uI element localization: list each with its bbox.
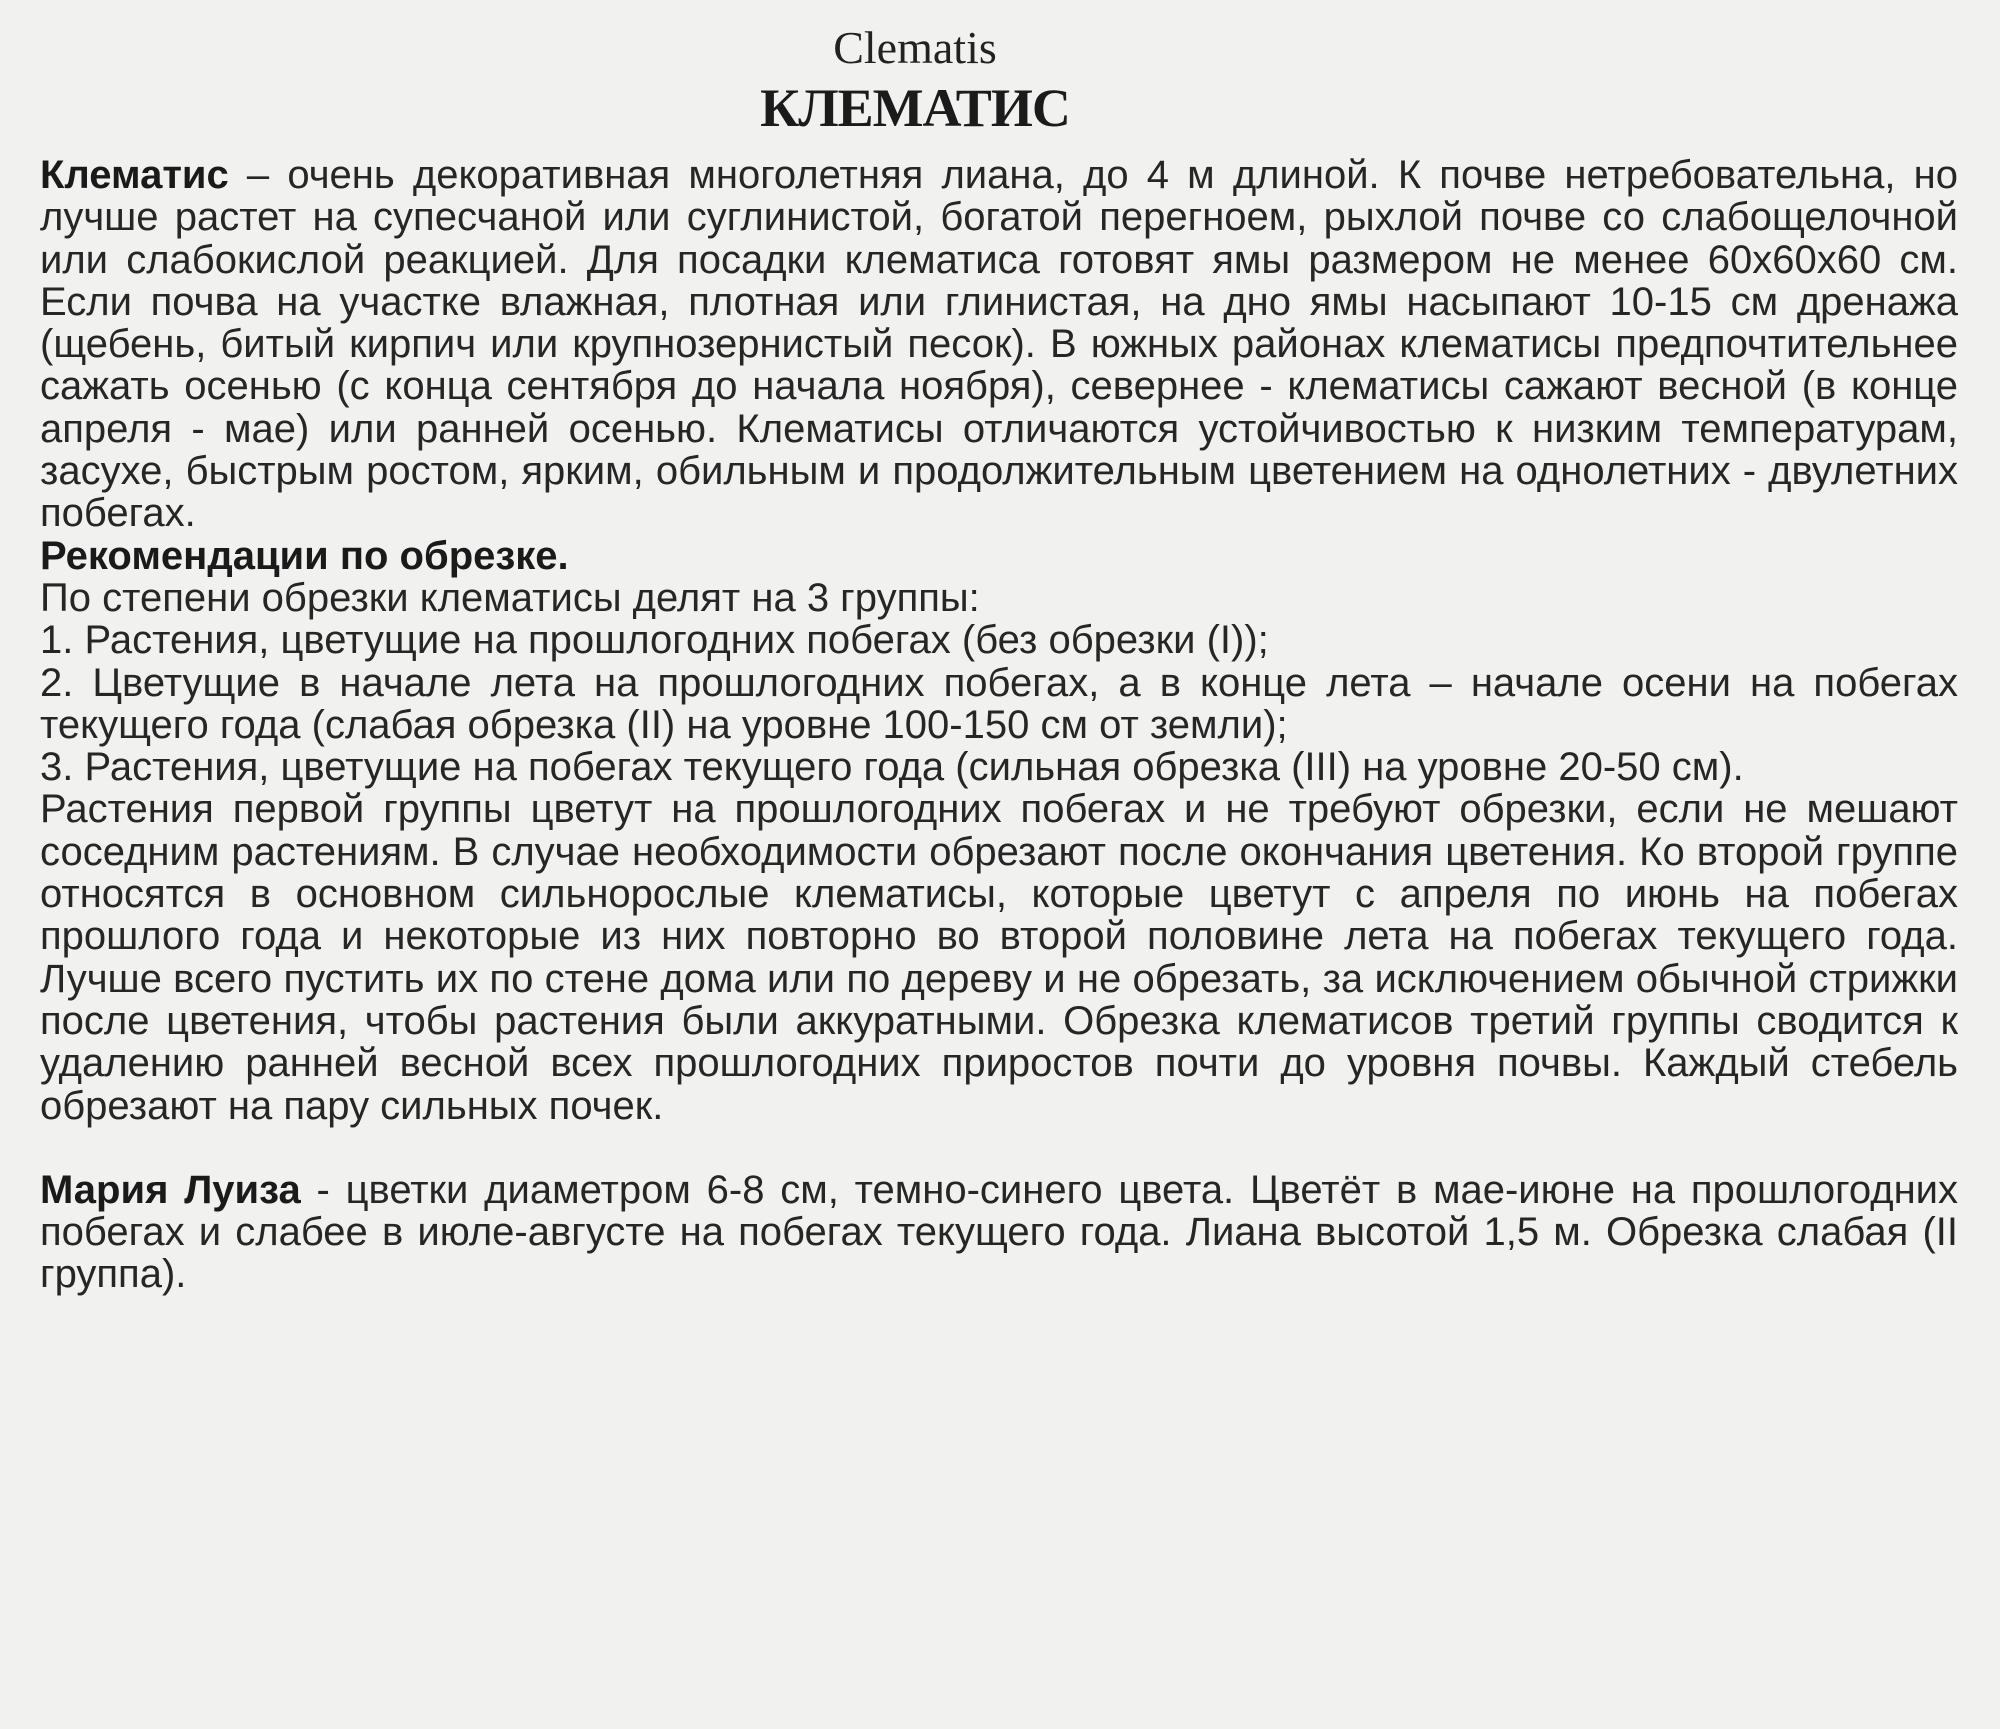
intro-paragraph: [40, 154, 1958, 535]
pruning-group-1: 1. Растения, цветущие на прошлогодних побегах (без обрезки (I));: [40, 618, 1269, 663]
pruning-details: Растения первой группы цветут на прошлогодних побегах и не требуют обрезки, если не мешают соседним растениям. В случае необходимости обрезают после окончания цветения. Ко второй группе относятся в основном сильнорослые клематисы, которые цветут с апреля по июнь на побегах прошлого года и некоторые из них повторно во второй половине лета на побегах текущего года. Лучше всего пустить их по стене дома или по дереву и не обрезать, за исключением обычной стрижки после цветения, чтобы растения были аккуратными. Обрезка клематисов третий группы сводится к удалению ранней весной всех прошлогодних приростов почти до уровня почвы. Каждый стебель обрезают на пару сильных почек.: [40, 787, 1958, 1128]
section-spacer: [40, 1127, 1958, 1169]
description-body: [40, 154, 1958, 1296]
pruning-lead: По степени обрезки клематисы делят на 3 группы:: [40, 575, 980, 620]
intro-term: Клематис: [40, 153, 229, 197]
pruning-group-3: 3. Растения, цветущие на побегах текущего года (сильная обрезка (III) на уровне 20-50 см).: [40, 745, 1744, 790]
latin-title: Clematis: [833, 22, 997, 73]
pruning-heading: Рекомендации по обрезке.: [40, 533, 569, 578]
variety-text: - цветки диаметром 6-8 см, темно-синего цвета. Цветёт в мае-июне на прошлогодних побегах и слабее в июле-августе на побегах текущего года. Лиана высотой 1,5 м. Обрезка слабая (II группа).: [40, 1167, 1958, 1297]
variety-paragraph: [40, 1169, 1958, 1296]
page-title: КЛЕМАТИС: [760, 78, 1070, 138]
intro-text: – очень декоративная многолетняя лиана, до 4 м длиной. К почве нетребовательна, но лучше растет на супесчаной или суглинистой, богатой перегноем, рыхлой почве со слабощелочной или слабокислой реакцией. Для посадки клематиса готовят ямы размером не менее 60х60х60 см. Если почва на участке влажная, плотная или глинистая, на дно ямы насыпают 10-15 см дренажа (щебень, битый кирпич или крупнозернистый песок). В южных районах клематисы предпочтительнее сажать осенью (с конца сентября до начала ноября), севернее - клематисы сажают весной (в конце апреля - мае) или ранней осенью. Клематисы отличаются устойчивостью к низким температурам, засухе, быстрым ростом, ярким, обильным и продолжительным цветением на однолетних - двулетних побегах.: [40, 153, 1958, 536]
pruning-group-2: 2. Цветущие в начале лета на прошлогодних побегах, а в конце лета – начале осени на побегах текущего года (слабая обрезка (II) на уровне 100-150 см от земли);: [40, 660, 1958, 747]
variety-name: Мария Луиза: [40, 1167, 301, 1212]
